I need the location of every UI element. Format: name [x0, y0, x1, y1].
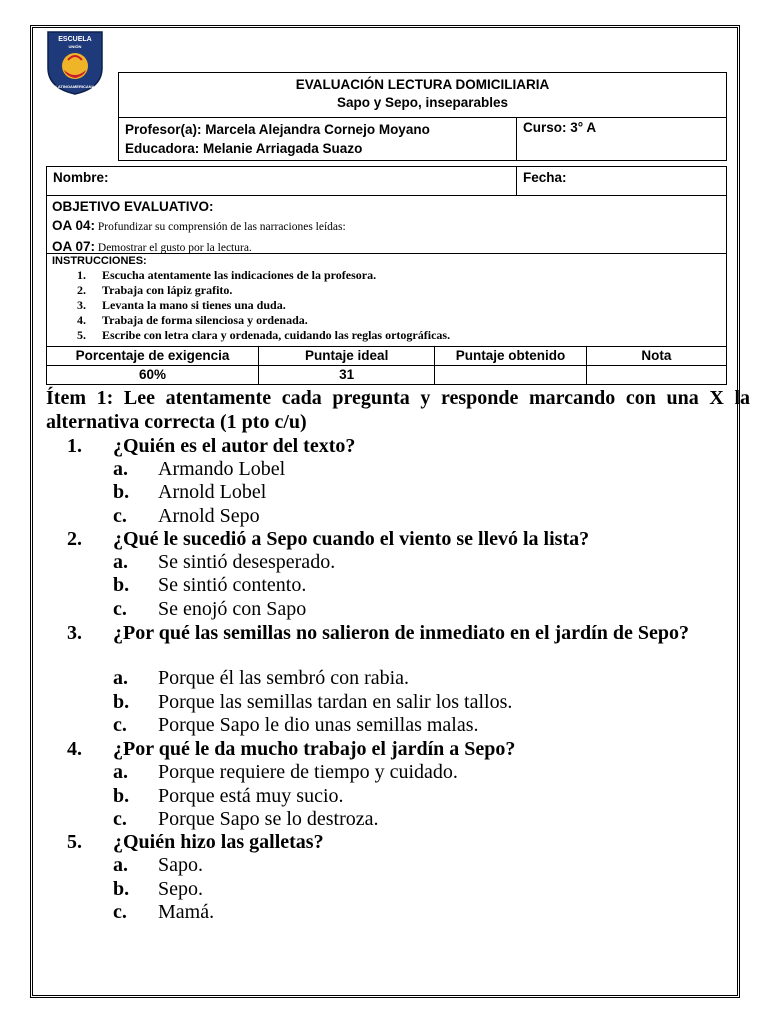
option-1c[interactable] — [113, 504, 260, 528]
instruction-text: Levanta la mano si tienes una duda. — [102, 298, 286, 312]
option-text: Porque Sapo le dio unas semillas malas. — [158, 714, 479, 736]
instruction-item — [52, 328, 726, 343]
option-text: Arnold Lobel — [158, 481, 267, 503]
option-5b[interactable] — [113, 877, 203, 901]
question-text: ¿Quién es el autor del texto? — [113, 435, 356, 457]
option-3a[interactable] — [113, 666, 409, 690]
instructions-list — [52, 268, 726, 343]
score-header-cell: Puntaje ideal — [259, 347, 435, 366]
instructions-title: INSTRUCCIONES: — [52, 255, 147, 267]
instruction-item — [52, 268, 726, 283]
instruction-number: 5. — [77, 328, 86, 342]
score-value-cell: 60% — [47, 366, 259, 385]
score-grade-cell[interactable] — [586, 366, 726, 385]
option-text: Sapo. — [158, 854, 203, 876]
item1-title: Ítem 1: Lee atentamente cada pregunta y responde marcando con una X la alternativa correcta (1 pto c/u) — [46, 387, 750, 433]
option-letter: b. — [113, 785, 130, 807]
score-obtained-cell[interactable] — [435, 366, 586, 385]
educator-name: Educadora: Melanie Arriagada Suazo — [125, 141, 363, 156]
teacher-box — [118, 117, 517, 161]
question-number: 2. — [67, 528, 82, 550]
question-1 — [67, 434, 727, 458]
option-2a[interactable] — [113, 550, 335, 574]
option-text: Arnold Sepo — [158, 505, 260, 527]
question-text: ¿Quién hizo las galletas? — [113, 831, 324, 853]
option-text: Sepo. — [158, 878, 203, 900]
option-letter: b. — [113, 878, 130, 900]
school-logo — [46, 30, 104, 96]
instruction-number: 3. — [77, 298, 86, 312]
objective-oa04 — [52, 216, 726, 237]
instruction-number: 1. — [77, 268, 86, 282]
question-number: 1. — [67, 435, 82, 457]
score-table — [46, 346, 727, 385]
option-text: Porque él las sembró con rabia. — [158, 667, 410, 689]
score-header-row — [47, 347, 727, 366]
logo-text-latinoamericana: LATINOAMERICANA — [55, 84, 95, 89]
oa04-text: Profundizar su comprensión de las narraciones leídas: — [97, 221, 346, 233]
question-number: 5. — [67, 831, 82, 853]
option-text: Se sintió contento. — [158, 574, 307, 596]
option-5a[interactable] — [113, 853, 203, 877]
option-letter: c. — [113, 808, 127, 830]
question-5 — [67, 830, 727, 854]
option-1b[interactable] — [113, 480, 266, 504]
option-letter: c. — [113, 714, 127, 736]
course-field: Curso: 3° A — [516, 117, 727, 161]
option-letter: b. — [113, 481, 130, 503]
objective-box — [46, 195, 727, 254]
name-field[interactable]: Nombre: — [46, 166, 517, 196]
document-subtitle: Sapo y Sepo, inseparables — [336, 95, 509, 110]
oa07-text: Demostrar el gusto por la lectura. — [97, 242, 252, 254]
option-text: Porque está muy sucio. — [158, 785, 344, 807]
option-3c[interactable] — [113, 713, 479, 737]
option-text: Armando Lobel — [158, 458, 286, 480]
option-4b[interactable] — [113, 784, 344, 808]
oa07-label: OA 07: — [52, 239, 96, 254]
option-text: Se sintió desesperado. — [158, 551, 336, 573]
instructions-box — [46, 253, 727, 347]
date-field[interactable]: Fecha: — [516, 166, 727, 196]
option-letter: c. — [113, 901, 127, 923]
instruction-number: 2. — [77, 283, 86, 297]
instruction-text: Escribe con letra clara y ordenada, cuidando las reglas ortográficas. — [102, 328, 451, 342]
instruction-item — [52, 298, 726, 313]
score-header-cell: Nota — [586, 347, 726, 366]
option-letter: b. — [113, 691, 130, 713]
option-letter: a. — [113, 854, 128, 876]
question-number: 3. — [67, 622, 82, 644]
option-3b[interactable] — [113, 690, 512, 714]
option-letter: a. — [113, 761, 128, 783]
question-text: ¿Por qué las semillas no salieron de inmediato en el jardín de Sepo? — [113, 622, 689, 644]
oa04-label: OA 04: — [52, 218, 96, 233]
question-2 — [67, 527, 727, 551]
logo-text-escuela: ESCUELA — [58, 36, 92, 43]
option-text: Porque requiere de tiempo y cuidado. — [158, 761, 458, 783]
option-letter: a. — [113, 667, 128, 689]
option-letter: c. — [113, 505, 127, 527]
question-4 — [67, 737, 727, 761]
option-text: Porque Sapo se lo destroza. — [158, 808, 379, 830]
instruction-item — [52, 313, 726, 328]
instruction-text: Escucha atentamente las indicaciones de la profesora. — [102, 268, 377, 282]
score-value-row — [47, 366, 727, 385]
score-value-cell: 31 — [259, 366, 435, 385]
option-letter: b. — [113, 574, 130, 596]
question-number: 4. — [67, 738, 82, 760]
option-4a[interactable] — [113, 760, 458, 784]
option-1a[interactable] — [113, 457, 285, 481]
instruction-text: Trabaja con lápiz grafito. — [102, 283, 233, 297]
option-text: Porque las semillas tardan en salir los tallos. — [158, 691, 513, 713]
option-2c[interactable] — [113, 597, 306, 621]
instruction-item — [52, 283, 726, 298]
score-header-cell: Porcentaje de exigencia — [47, 347, 259, 366]
instruction-number: 4. — [77, 313, 86, 327]
option-text: Mamá. — [158, 901, 215, 923]
option-4c[interactable] — [113, 807, 379, 831]
teacher-name: Profesor(a): Marcela Alejandra Cornejo Moyano — [125, 122, 430, 137]
score-header-cell: Puntaje obtenido — [435, 347, 586, 366]
option-2b[interactable] — [113, 573, 306, 597]
logo-text-union: UNIÓN — [68, 44, 82, 49]
document-title: EVALUACIÓN LECTURA DOMICILIARIA — [295, 77, 550, 92]
question-text: ¿Por qué le da mucho trabajo el jardín a Sepo? — [113, 738, 516, 760]
title-box — [118, 72, 727, 118]
question-3 — [67, 621, 727, 645]
instruction-text: Trabaja de forma silenciosa y ordenada. — [102, 313, 308, 327]
option-letter: a. — [113, 551, 128, 573]
question-text: ¿Qué le sucedió a Sepo cuando el viento se llevó la lista? — [113, 528, 590, 550]
objective-title: OBJETIVO EVALUATIVO: — [52, 199, 214, 214]
option-5c[interactable] — [113, 900, 214, 924]
option-letter: c. — [113, 598, 127, 620]
option-text: Se enojó con Sapo — [158, 598, 307, 620]
option-letter: a. — [113, 458, 128, 480]
